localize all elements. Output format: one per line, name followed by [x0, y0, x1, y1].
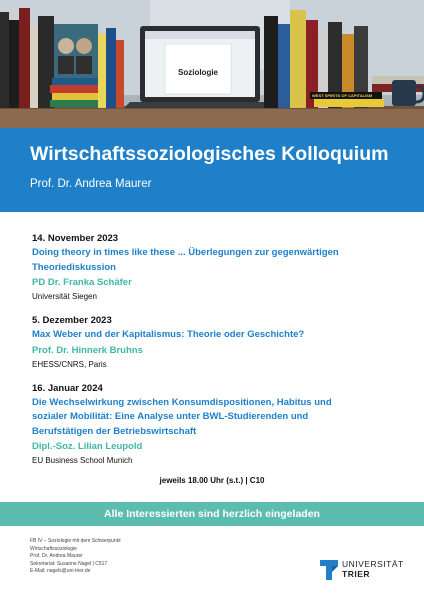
event-list — [32, 232, 402, 478]
event-institution: EU Business School Munich — [32, 456, 133, 465]
event-speaker: Prof. Dr. Hinnerk Bruhns — [32, 344, 143, 356]
event-item — [32, 382, 402, 468]
event-title-line: Max Weber und der Kapitalismus: Theorie oder Geschichte? — [32, 329, 305, 340]
page-title: Wirtschaftssoziologisches Kolloquium — [30, 143, 389, 165]
university-logo — [320, 558, 404, 582]
event-title-line: Theoriediskussion — [32, 261, 116, 273]
event-title-line: sozialer Mobilität: Eine Analyse unter BWL-Studierenden und — [32, 411, 309, 422]
event-title-line: Berufstätigen der Betriebswirtschaft — [32, 425, 197, 437]
event-speaker: Dipl.-Soz. Lilian Leupold — [32, 441, 143, 452]
event-item — [32, 314, 402, 371]
title-band — [0, 128, 424, 212]
footer-contact — [30, 538, 121, 576]
footer-line: Sekretariat: Susanne Nagel | C517 — [30, 560, 108, 567]
time-location-note: jeweils 18.00 Uhr (s.t.) | C10 — [159, 476, 265, 485]
footer-email: E-Mail: nagels@uni-trier.de — [30, 568, 91, 575]
footer-line: Prof. Dr. Andrea Maurer — [30, 553, 83, 560]
event-institution: Universität Siegen — [32, 292, 97, 301]
logo-text-line1: UNIVERSITÄT — [342, 559, 404, 569]
event-institution: EHESS/CNRS, Paris — [32, 359, 107, 369]
event-speaker: PD Dr. Franka Schäfer — [32, 277, 132, 288]
university-logo-icon — [320, 560, 338, 580]
header-photo — [0, 0, 424, 128]
event-date: 16. Januar 2024 — [32, 382, 103, 394]
event-item — [32, 232, 402, 303]
footer-line: FB IV – Soziologie mit dem Schwerpunkt — [30, 538, 121, 544]
footer-line: Wirtschaftssoziologie — [30, 545, 77, 552]
book-spine-label: WEST SPIRITS OF CAPITALISM — [312, 93, 373, 98]
organizer-name: Prof. Dr. Andrea Maurer — [30, 178, 152, 190]
invitation-banner: Alle Interessierten sind herzlich eingeladen — [0, 502, 424, 526]
books-laptop-illustration — [0, 0, 424, 128]
logo-text-line2: TRIER — [342, 569, 370, 579]
event-date: 14. November 2023 — [32, 233, 119, 244]
event-date: 5. Dezember 2023 — [32, 315, 112, 326]
event-title-line: Die Wechselwirkung zwischen Konsumdispositionen, Habitus und — [32, 396, 332, 408]
event-title-line: Doing theory in times like these ... Überlegungen zur gegenwärtigen — [32, 247, 339, 258]
laptop-screen-label: Soziologie — [178, 68, 218, 77]
